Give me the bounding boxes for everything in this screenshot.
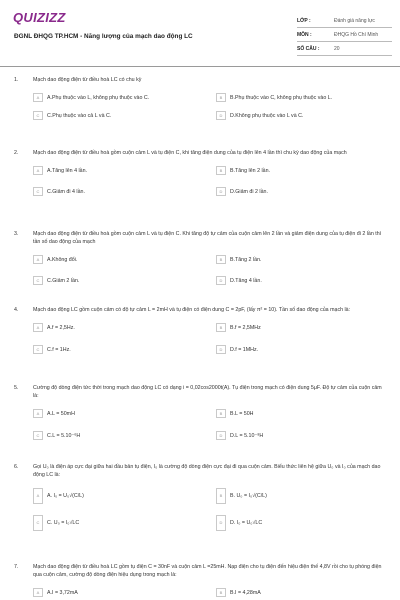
meta-value: ĐHQG Hồ Chí Minh — [334, 31, 379, 38]
meta-label: MÔN : — [297, 31, 312, 38]
answer-text: A.f = 2,5Hz. — [47, 324, 75, 331]
question-item — [0, 463, 400, 542]
answer-letter-box[interactable]: A — [33, 166, 43, 175]
answer-option-a[interactable] — [33, 588, 78, 597]
answer-text: D.Không phụ thuộc vào L và C. — [230, 112, 304, 119]
answer-options — [33, 409, 388, 441]
question-number: 2. — [14, 150, 19, 156]
question-number: 6. — [14, 464, 19, 470]
answer-options — [33, 488, 388, 542]
answer-option-b[interactable] — [216, 588, 261, 597]
answer-option-d[interactable] — [216, 111, 303, 120]
answer-letter-box[interactable]: C — [33, 187, 43, 196]
answer-letter-box[interactable]: B — [216, 323, 226, 332]
answer-text: C.Phụ thuộc vào cả L và C. — [47, 112, 112, 119]
answer-text: A. I₀ = U₀√(C/L) — [47, 493, 84, 499]
answer-text: C. U₀ = I₀√LC — [47, 520, 80, 526]
answer-option-c[interactable] — [33, 276, 79, 285]
answer-letter-box[interactable]: B — [216, 255, 226, 264]
question-number: 1. — [14, 77, 19, 83]
answer-letter-box[interactable]: B — [216, 488, 226, 504]
answer-letter-box[interactable]: D — [216, 276, 226, 285]
answer-option-b[interactable] — [216, 255, 262, 264]
answer-options — [33, 166, 388, 198]
answer-option-a[interactable] — [33, 323, 75, 332]
answer-letter-box[interactable]: C — [33, 431, 43, 440]
meta-value: 20 — [334, 45, 340, 52]
answer-text: B.Tăng 2 lần. — [230, 256, 262, 263]
answer-letter-box[interactable]: A — [33, 323, 43, 332]
answer-text: B. U₀ = I₀√(C/L) — [230, 493, 267, 499]
question-text: Mạch dao động điện từ điều hoà LC gồm tụ điện C = 30nF và cuộn cảm L =25mH. Nạp điện cho tụ điện đến hiệu điện thế 4,8V rồi cho tụ phóng điện qua cuộn cảm, cường độ dòng điện hiệu dụng trong mạch là: — [33, 564, 382, 578]
answer-text: C.f = 1Hz. — [47, 346, 71, 353]
question-text: Cường độ dòng điện tức thời trong mạch dao động LC có dạng i = 0,02cos2000t(A). Tụ điện trong mạch có điện dung 5μF. Độ tự cảm của cuộn cảm là: — [33, 385, 382, 399]
question-number: 5. — [14, 385, 19, 391]
meta-row-subject — [297, 28, 392, 42]
answer-text: A.L = 50mH — [47, 410, 75, 417]
question-item — [0, 230, 400, 287]
answer-text: A.Phụ thuộc vào L, không phụ thuộc vào C. — [47, 94, 150, 101]
answer-letter-box[interactable]: D — [216, 431, 226, 440]
answer-option-d[interactable] — [216, 187, 268, 196]
answer-letter-box[interactable]: D — [216, 345, 226, 354]
answer-option-b[interactable] — [216, 488, 267, 504]
question-item — [0, 563, 400, 594]
meta-row-class — [297, 14, 392, 28]
answer-text: A.I = 3,72mA — [47, 589, 78, 596]
answer-letter-box[interactable]: A — [33, 255, 43, 264]
answer-options — [33, 323, 388, 355]
meta-row-count — [297, 42, 392, 56]
meta-table — [297, 14, 392, 56]
answer-text: A.Tăng lên 4 lần. — [47, 167, 88, 174]
answer-text: B.f = 2,5MHz — [230, 324, 261, 331]
quizizz-logo: QUIZIZZ — [13, 10, 66, 25]
question-item — [0, 384, 400, 441]
meta-label: LỚP : — [297, 17, 311, 24]
answer-option-b[interactable] — [216, 323, 261, 332]
answer-letter-box[interactable]: B — [216, 93, 226, 102]
answer-letter-box[interactable]: A — [33, 588, 43, 597]
question-item — [0, 149, 400, 198]
answer-text: B.L = 50H — [230, 410, 254, 417]
answer-letter-box[interactable]: B — [216, 588, 226, 597]
question-text: Mạch dao động LC gồm cuộn cảm có độ tự cảm L = 2mH và tụ điện có điện dung C = 2pF, (lấy π² = 10). Tần số dao động của mạch là: — [33, 307, 351, 313]
answer-option-c[interactable] — [33, 187, 85, 196]
answer-options — [33, 588, 388, 594]
answer-option-c[interactable] — [33, 111, 111, 120]
question-number: 3. — [14, 231, 19, 237]
meta-label: SỐ CÂU : — [297, 45, 320, 52]
header-divider — [0, 66, 400, 67]
question-number: 4. — [14, 307, 19, 313]
answer-option-c[interactable] — [33, 431, 80, 440]
answer-text: B.Phụ thuộc vào C, không phụ thuộc vào L. — [230, 94, 333, 101]
answer-text: A.Không đổi. — [47, 256, 78, 263]
answer-letter-box[interactable]: A — [33, 409, 43, 418]
answer-letter-box[interactable]: D — [216, 187, 226, 196]
answer-letter-box[interactable]: D — [216, 111, 226, 120]
answer-letter-box[interactable]: B — [216, 409, 226, 418]
page-title: ĐGNL ĐHQG TP.HCM - Năng lượng của mạch dao động LC — [14, 33, 193, 40]
question-text: Mạch dao động điện từ điều hoà gồm cuộn cảm L và tụ điện C. Khi tăng độ tự cảm của cuộn cảm lên 2 lần và giảm điện dung của tụ điện đi 2 lần thì tần số dao động của mạch — [33, 231, 382, 245]
question-text: Gọi U₀ là điện áp cực đại giữa hai đầu bản tụ điện, I₀ là cường độ dòng điện cực đại đi qua cuộn cảm. Biểu thức liên hệ giữa U₀ và I₀ của mạch dao động LC là: — [33, 464, 381, 478]
answer-options — [33, 93, 388, 125]
answer-text: C.Giảm 2 lần. — [47, 277, 80, 284]
answer-letter-box[interactable]: C — [33, 276, 43, 285]
answer-text: D. I₀ = U₀√LC — [230, 520, 263, 526]
answer-option-a[interactable] — [33, 166, 87, 175]
answer-letter-box[interactable]: A — [33, 488, 43, 504]
answer-option-d[interactable] — [216, 515, 262, 531]
answer-options — [33, 255, 388, 287]
question-text: Mạch dao động điện từ điều hoà gồm cuộn cảm L và tụ điện C, khi tăng điện dung của tụ điện lên 4 lần thì chu kỳ dao động của mạch — [33, 150, 347, 156]
worksheet-header — [0, 0, 400, 58]
answer-option-d[interactable] — [216, 345, 258, 354]
answer-text: C.Giảm đi 4 lần. — [47, 188, 85, 195]
question-text: Mạch dao động điện từ điều hoà LC có chu kỳ — [33, 77, 142, 83]
meta-value: Đánh giá năng lực — [334, 17, 375, 24]
answer-letter-box[interactable]: B — [216, 166, 226, 175]
answer-option-b[interactable] — [216, 166, 270, 175]
answer-option-a[interactable] — [33, 93, 149, 102]
answer-option-c[interactable] — [33, 515, 79, 531]
answer-text: D.f = 1MHz. — [230, 346, 259, 353]
answer-option-b[interactable] — [216, 93, 332, 102]
answer-option-a[interactable] — [33, 488, 84, 504]
answer-text: D.Tăng 4 lần. — [230, 277, 262, 284]
answer-letter-box[interactable]: D — [216, 515, 226, 531]
answer-letter-box[interactable]: A — [33, 93, 43, 102]
answer-text: D.L = 5.10⁻⁸H — [230, 432, 264, 439]
answer-option-c[interactable] — [33, 345, 71, 354]
question-item — [0, 76, 400, 125]
answer-text: C.L = 5.10⁻⁶H — [47, 432, 81, 439]
answer-option-b[interactable] — [216, 409, 254, 418]
answer-option-a[interactable] — [33, 409, 75, 418]
answer-letter-box[interactable]: C — [33, 111, 43, 120]
answer-text: B.I = 4,28mA — [230, 589, 261, 596]
answer-option-a[interactable] — [33, 255, 77, 264]
answer-letter-box[interactable]: C — [33, 345, 43, 354]
answer-option-d[interactable] — [216, 431, 263, 440]
answer-option-d[interactable] — [216, 276, 262, 285]
answer-letter-box[interactable]: C — [33, 515, 43, 531]
answer-text: B.Tăng lên 2 lần. — [230, 167, 271, 174]
answer-text: D.Giảm đi 2 lần. — [230, 188, 268, 195]
question-number: 7. — [14, 564, 19, 570]
question-item — [0, 306, 400, 355]
